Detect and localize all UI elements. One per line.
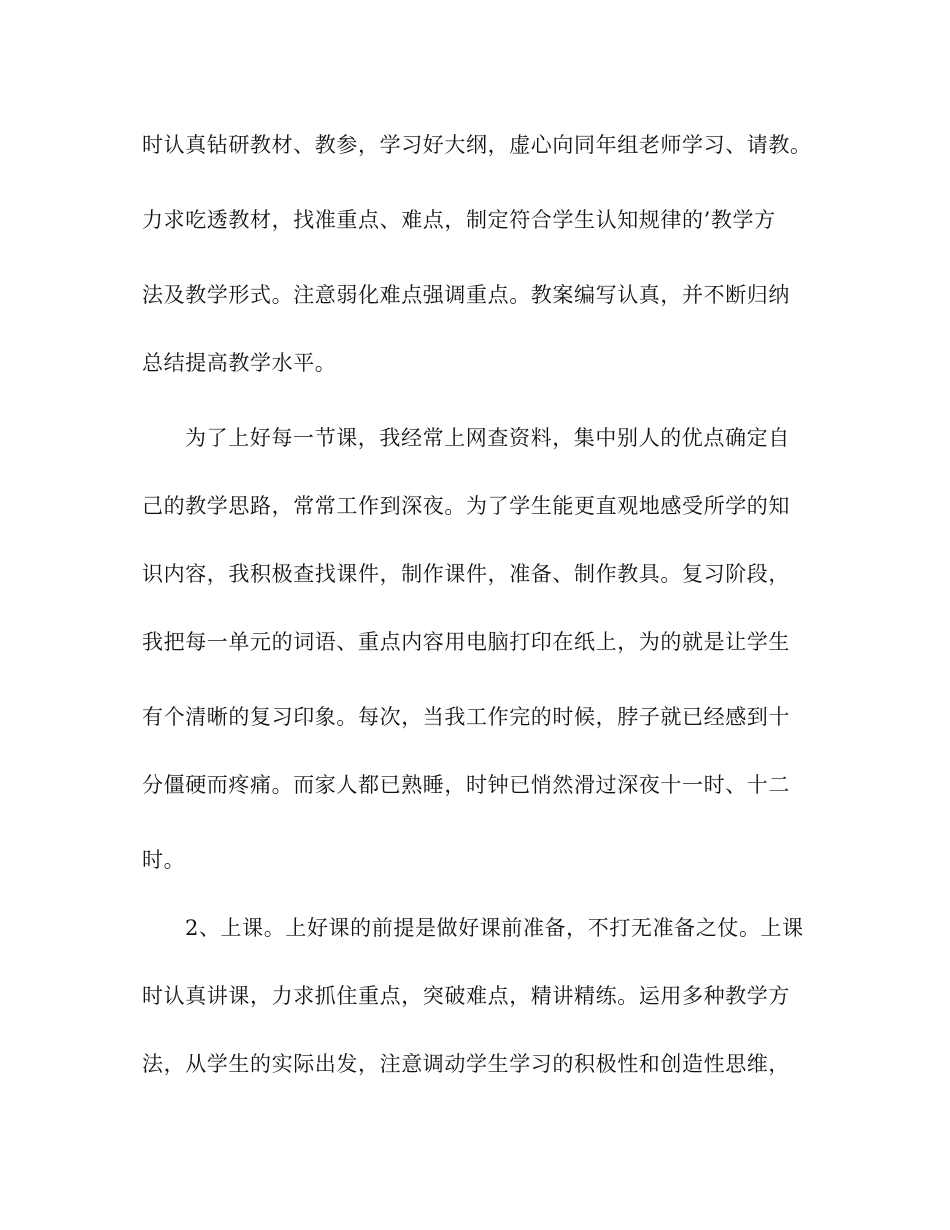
paragraph-first-line: 2、上课。上好课的前提是做好课前准备，不打无准备之仗。上课: [185, 916, 804, 940]
paragraph-first-line: 为了上好每一节课，我经常上网查资料，集中别人的优点确定自: [185, 426, 790, 450]
text-line: 分僵硬而疼痛。而家人都已熟睡，时钟已悄然滑过深夜十一时、十二: [142, 773, 790, 797]
text-line: 法，从学生的实际出发，注意调动学生学习的积极性和创造性思维，: [142, 1052, 790, 1076]
text-line: 时。: [142, 848, 186, 872]
text-line: 时认真讲课，力求抓住重点，突破难点，精讲精练。运用多种教学方: [142, 984, 790, 1008]
text-line: 有个清晰的复习印象。每次，当我工作完的时候，脖子就已经感到十: [142, 705, 790, 729]
text-line: 力求吃透教材，找准重点、难点，制定符合学生认知规律的’教学方: [142, 208, 776, 232]
text-line: 识内容，我积极查找课件，制作课件，准备、制作教具。复习阶段，: [142, 562, 790, 586]
text-line: 总结提高教学水平。: [142, 351, 337, 375]
text-line: 法及教学形式。注意弱化难点强调重点。教案编写认真，并不断归纳: [142, 283, 790, 307]
text-line: 己的教学思路，常常工作到深夜。为了学生能更直观地感受所学的知: [142, 494, 790, 518]
text-line: 时认真钻研教材、教参，学习好大纲，虚心向同年组老师学习、请教。: [142, 133, 812, 157]
text-line: 我把每一单元的词语、重点内容用电脑打印在纸上，为的就是让学生: [142, 630, 790, 654]
